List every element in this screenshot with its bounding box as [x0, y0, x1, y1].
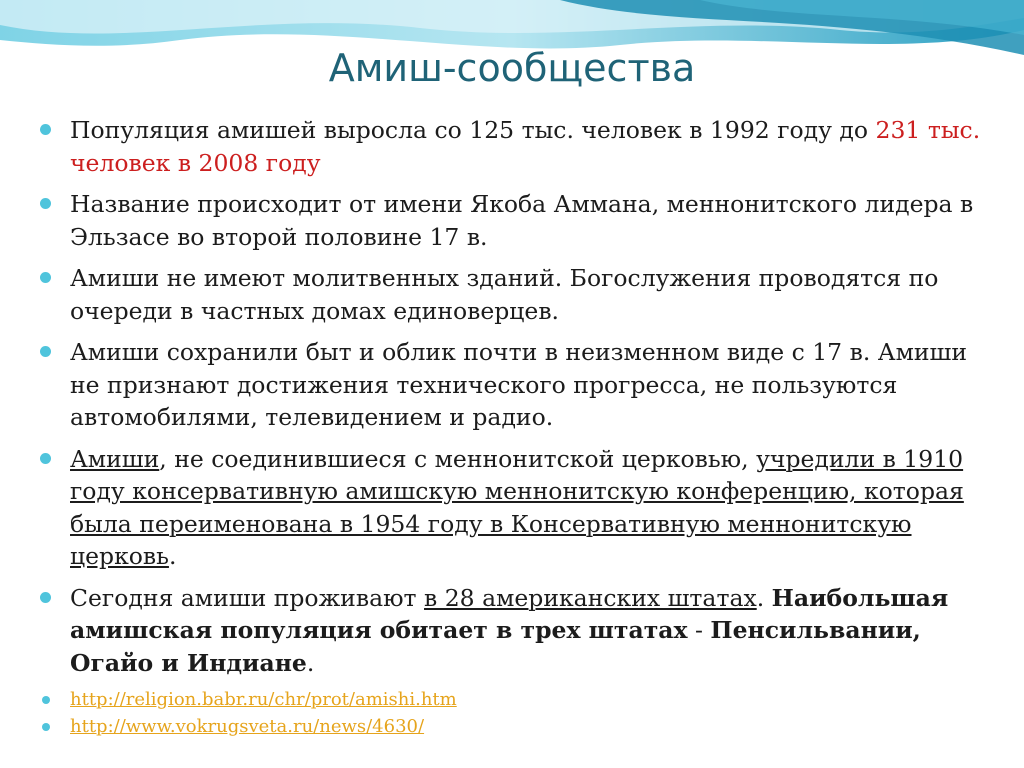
bullet-dot-icon — [40, 592, 51, 603]
states-link[interactable]: в 28 американских штатах — [424, 583, 757, 612]
conference-link[interactable]: учредили в 1910 году консервативную амишскую меннонитскую конференцию, которая была переименована в 1954 году в Консервативную меннонитскую церковь — [70, 444, 964, 570]
bullet-item-source-1 — [40, 688, 985, 712]
bullet-text: Сегодня амиши проживают — [70, 583, 425, 612]
bullet-text: Популяция амишей выросла со 125 тыс. человек в 1992 году до — [70, 116, 876, 144]
bullet-item-population — [40, 114, 985, 179]
bullet-item-worship — [40, 262, 985, 327]
bullet-item-states — [40, 582, 985, 680]
bullet-dot-icon — [40, 453, 51, 464]
bullet-item-lifestyle — [40, 336, 985, 434]
bullet-item-conference — [40, 443, 985, 573]
bullet-dot-icon — [42, 723, 50, 731]
bullet-text-end: . — [168, 542, 177, 570]
bullet-text: . — [756, 583, 772, 612]
source-link-religion[interactable]: http://religion.babr.ru/chr/prot/amishi.htm — [70, 689, 457, 710]
bullet-list — [40, 114, 985, 742]
source-link-vokrugsveta[interactable]: http://www.vokrugsveta.ru/news/4630/ — [70, 716, 425, 737]
bullet-item-name-origin — [40, 188, 985, 253]
amishi-link[interactable]: Амиши — [70, 444, 160, 473]
bullet-text-bold: Наибольшая амишская популяция обитает в трех штатах — [70, 583, 949, 644]
bullet-item-source-2 — [40, 715, 985, 739]
bullet-dot-icon — [42, 696, 50, 704]
bullet-text: Название происходит от имени Якоба Аммана, меннонитского лидера в Эльзасе во второй половине 17 в. — [70, 190, 974, 251]
bullet-text-bold: Пенсильвании, Огайо и Индиане — [70, 616, 921, 677]
bullet-dot-icon — [40, 124, 51, 135]
bullet-text: - — [687, 616, 711, 644]
slide-title: Амиш-сообщества — [328, 46, 696, 90]
bullet-text: Амиши не имеют молитвенных зданий. Богослужения проводятся по очереди в частных домах единоверцев. — [70, 264, 939, 325]
bullet-text-highlight: 231 тыс. человек в 2008 году — [70, 116, 981, 177]
bullet-text: Амиши сохранили быт и облик почти в неизменном виде с 17 в. Амиши не признают достижения технического прогресса, не пользуются автомобилями, телевидением и радио. — [70, 338, 968, 431]
bullet-text-end: . — [306, 648, 315, 677]
bullet-dot-icon — [40, 272, 51, 283]
bullet-dot-icon — [40, 198, 51, 209]
bullet-text: , не соединившиеся с меннонитской церковью, — [159, 444, 757, 473]
bullet-dot-icon — [40, 346, 51, 357]
